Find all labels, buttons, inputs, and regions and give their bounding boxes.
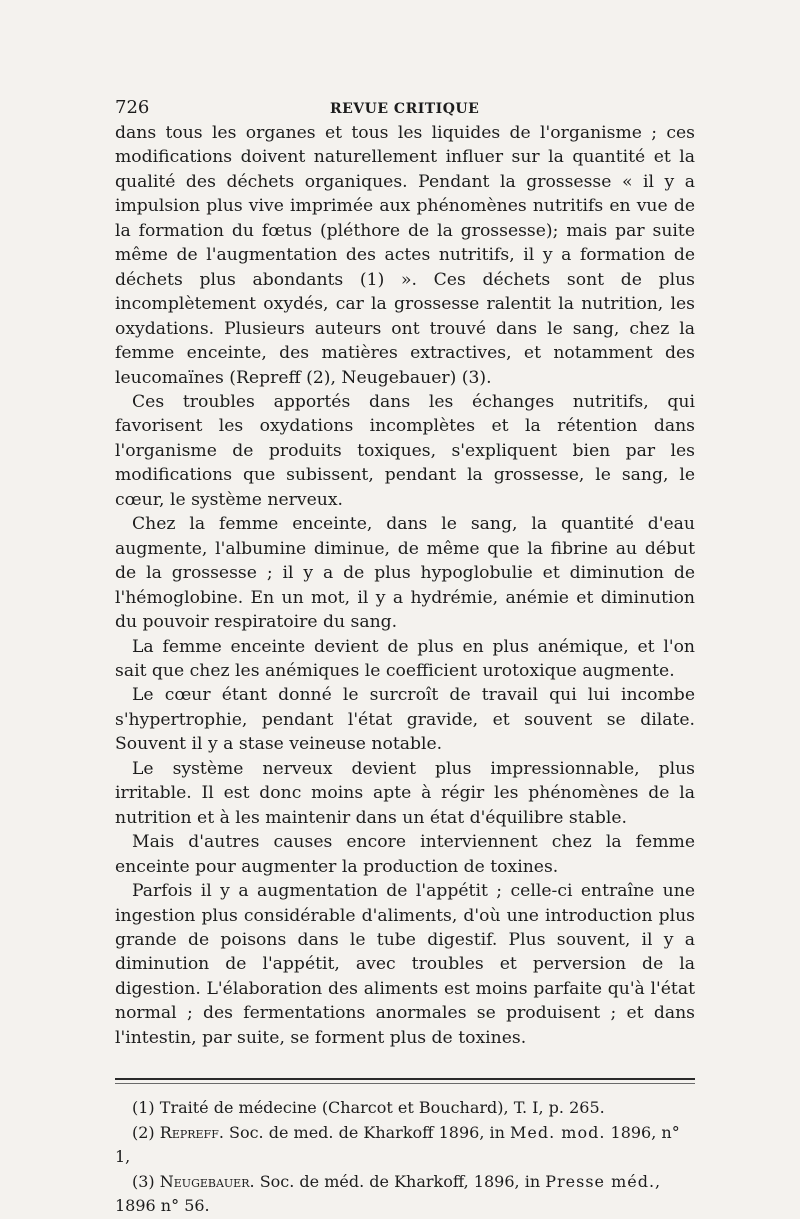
running-head: REVUE CRITIQUE (330, 101, 480, 117)
footnote-author: Repreff. (159, 1122, 224, 1142)
footnote-text: Soc. de méd. de Kharkoff, 1896, in (259, 1171, 541, 1191)
paragraph: Chez la femme enceinte, dans le sang, la quantité d'eau augmente, l'albumine diminue, de même que la fibrine au début de la grossesse ; il y a de plus hypoglobulie et diminution de l'hémoglobine. En un mot, il y a hydrémie, anémie et diminution du pouvoir respiratoire du sang. (115, 514, 695, 633)
paragraph: Mais d'autres causes encore interviennent chez la femme enceinte pour augmenter la production de toxines. (115, 832, 695, 877)
footnote-marker: (2) (132, 1122, 155, 1142)
footnote-marker: (1) (132, 1098, 155, 1118)
footnote-journal: Presse méd., (545, 1171, 662, 1191)
footnote-author: Neugebauer. (159, 1171, 255, 1191)
page-header (115, 95, 695, 121)
footnote-text: Soc. de med. de Kharkoff 1896, in (229, 1122, 505, 1142)
paragraph: dans tous les organes et tous les liquides de l'organisme ; ces modifications doivent naturellement influer sur la quantité et la qualité des déchets organiques. Pendant la grossesse « il y a impulsion plus vive imprimée aux phénomènes nutritifs en vue de la formation du fœtus (pléthore de la grossesse); mais par suite même de l'augmentation des actes nutritifs, il y a formation de déchets plus abondants (1) ». Ces déchets sont de plus incomplètement oxydés, car la grossesse ralentit la nutrition, les oxydations. Plusieurs auteurs ont trouvé dans le sang, chez la femme enceinte, des matières extractives, et notamment des leucomaïnes (Repreff (2), Neugebauer) (3). (115, 123, 695, 388)
footnote-text: 1896 n° 56. (115, 1196, 210, 1216)
footnote-text: 1896, n° 1, (115, 1122, 680, 1167)
paragraph: Ces troubles apportés dans les échanges nutritifs, qui favorisent les oxydations incomplètes et la rétention dans l'organisme de produits toxiques, s'expliquent bien par les modifications que subissent, pendant la grossesse, le sang, le cœur, le système nerveux. (115, 391, 695, 510)
footnote (115, 1121, 695, 1170)
footnote (115, 1170, 695, 1219)
footnote-journal: Med. mod. (510, 1122, 606, 1142)
footnote-divider (115, 1078, 695, 1084)
footnote-text: Traité de médecine (Charcot et Bouchard), T. I, p. 265. (159, 1098, 605, 1118)
page-number: 726 (115, 97, 150, 118)
body-text (115, 121, 695, 1050)
paragraph: La femme enceinte devient de plus en plus anémique, et l'on sait que chez les anémiques le coefficient urotoxique augmente. (115, 636, 695, 681)
footnotes (115, 1096, 695, 1219)
paragraph: Parfois il y a augmentation de l'appétit ; celle-ci entraîne une ingestion plus considérable d'aliments, d'où une introduction plus grande de poisons dans le tube digestif. Plus souvent, il y a diminution de l'appétit, avec troubles et perversion de la digestion. L'élaboration des aliments est moins parfaite qu'à l'état normal ; des fermentations anormales se produisent ; et dans l'intestin, par suite, se forment plus de toxines. (115, 881, 695, 1048)
page (115, 95, 695, 1219)
footnote (115, 1096, 695, 1121)
paragraph: Le système nerveux devient plus impressionnable, plus irritable. Il est donc moins apte à régir les phénomènes de la nutrition et à les maintenir dans un état d'équilibre stable. (115, 758, 695, 828)
paragraph: Le cœur étant donné le surcroît de travail qui lui incombe s'hypertrophie, pendant l'état gravide, et souvent se dilate. Souvent il y a stase veineuse notable. (115, 685, 695, 755)
footnote-marker: (3) (132, 1171, 155, 1191)
